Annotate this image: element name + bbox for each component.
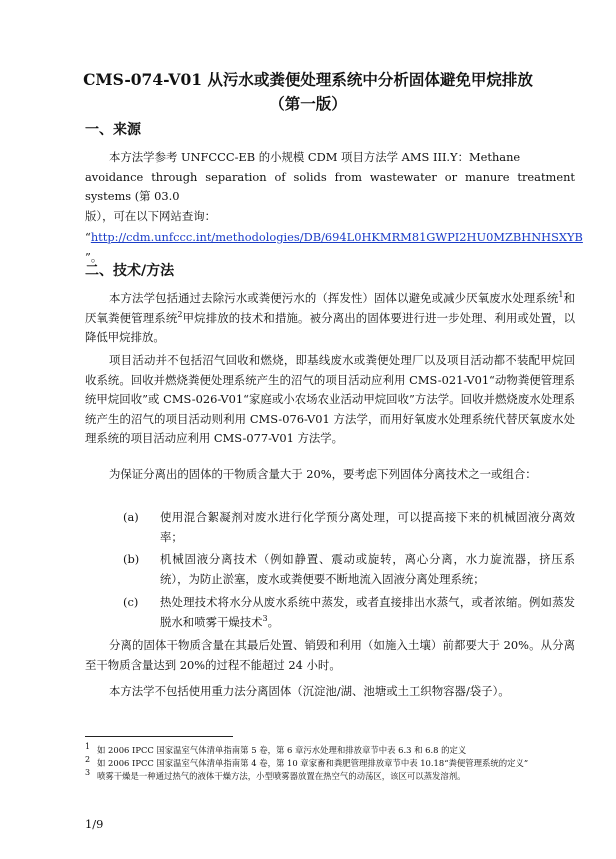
para1-line1: 本方法学参考 UNFCCC-EB 的小规模 CDM 项目方法学 AMS III.Y：Methane [109, 150, 521, 164]
footnote-ref-1[interactable]: 1 [558, 290, 564, 300]
section-2-paragraph-3: 为保证分离出的固体的干物质含量大于 20%，要考虑下列固体分离技术之一或组合： [109, 467, 537, 481]
list-item-c [123, 593, 575, 632]
footnote-ref-3[interactable]: 3 [262, 613, 268, 623]
section-2-heading: 二、技术/方法 [85, 263, 175, 279]
list-text-a: 使用混合絮凝剂对废水进行化学预分离处理，可以提高接下来的机械固液分离效率； [160, 510, 575, 544]
footnote-1: $^1$ 如 2006 IPCC 国家温室气体清单指南第 5 卷，第 6 章污水处理和排放章节中表 6.3 和 6.8 的定义 [85, 742, 467, 755]
footnote-3-text: 喷雾干燥是一种通过热气的液体干燥方法，小型喷雾器放置在热空气的动荡区，该区可以蒸发溶剂。 [97, 771, 466, 781]
para1-line2: avoidance through separation of solids from wastewater or manure treatment systems (第 03.0 [85, 169, 575, 203]
footnote-3: $^3$ 喷雾干燥是一种通过热气的液体干燥方法，小型喷雾器放置在热空气的动荡区，该区可以蒸发溶剂。 [85, 768, 466, 781]
section-2-paragraph-4: 分离的固体干物质含量在其最后处置、销毁和利用（如施入土壤）前都要大于 20%。从分离至干物质含量达到 20%的过程不能超过 24 小时。 [85, 638, 575, 672]
footnote-2: $^2$ 如 2006 IPCC 国家温室气体清单指南第 4 卷，第 10 章家畜和粪肥管理排放章节中表 10.18“粪便管理系统的定义” [85, 755, 529, 768]
section-2-paragraph-2: 项目活动并不包括沼气回收和燃烧，即基线废水或粪便处理厂以及项目活动都不装配甲烷回收系统。回收并燃烧粪便处理系统产生的沼气的项目活动应利用 CMS-021-V01“动物粪便管理系统甲烷回收”或 CMS-026-V01“家庭或小农场农业活动甲烷回收”方法学。回收并燃烧废水处理系统产生的沼气的项目活动则利用 CMS-076-V01 方法学，而用好氧废水处理系统代替厌氧废水处理系统的项目活动应利用 CMS-077-V01 方法学。 [85, 353, 575, 445]
list-text-c-a: 热处理技术将水分从废水系统中蒸发，或者直接排出水蒸气，或者浓缩。例如蒸发脱水和喷雾干燥技术 [160, 595, 575, 629]
list-label-b: (b) [123, 552, 140, 566]
footnote-2-text: 如 2006 IPCC 国家温室气体清单指南第 4 卷，第 10 章家畜和粪肥管理排放章节中表 10.18“粪便管理系统的定义” [97, 758, 529, 768]
p1-text-b: 和厌氧粪便管理系统 [85, 291, 575, 325]
list-item-a [123, 508, 575, 547]
list-text-b: 机械固液分离技术（例如静置、震动或旋转，离心分离，水力旋流器，挤压系统），为防止淤塞，废水或粪便要不断地流入固液分离处理系统； [160, 552, 575, 586]
footnote-1-text: 如 2006 IPCC 国家温室气体清单指南第 5 卷，第 6 章污水处理和排放章节中表 6.3 和 6.8 的定义 [97, 745, 467, 755]
footnote-divider [85, 736, 233, 737]
link-close-quote: ”。 [85, 249, 103, 264]
list-item-b [123, 550, 575, 589]
footnote-ref-2[interactable]: 2 [177, 309, 183, 319]
list-text-c-b: 。 [267, 614, 280, 629]
section-1-heading: 一、来源 [85, 122, 141, 138]
p1-text-a: 本方法学包括通过去除污水或粪便污水的（挥发性）固体以避免或减少厌氧废水处理系统 [109, 291, 559, 305]
link-open-quote: “ [85, 230, 91, 244]
list-label-c: (c) [123, 595, 139, 609]
list-label-a: (a) [123, 510, 139, 524]
section-2-paragraph-5: 本方法学不包括使用重力法分离固体（沉淀池/湖、池塘或土工织物容器/袋子）。 [109, 684, 510, 698]
p1-text-c: 甲烷排放的技术和措施。被分离出的固体要进行进一步处理、利用或处置，以降低甲烷排放。 [85, 310, 575, 344]
source-link-line [85, 228, 583, 248]
list-text-c [160, 593, 575, 632]
document-title: CMS-074-V01 从污水或粪便处理系统中分析固体避免甲烷排放 [83, 70, 533, 89]
source-link[interactable]: http://cdm.unfccc.int/methodologies/DB/694L0HKMRM81GWPI2HU0MZBHNHSXYB [90, 230, 583, 244]
document-subtitle: （第一版） [269, 94, 347, 113]
para1-line3: 版），可在以下网站查询： [85, 208, 216, 223]
section-2-paragraph-1 [85, 289, 575, 348]
page-number: 1/9 [85, 817, 104, 831]
section-1-paragraph [85, 148, 583, 267]
